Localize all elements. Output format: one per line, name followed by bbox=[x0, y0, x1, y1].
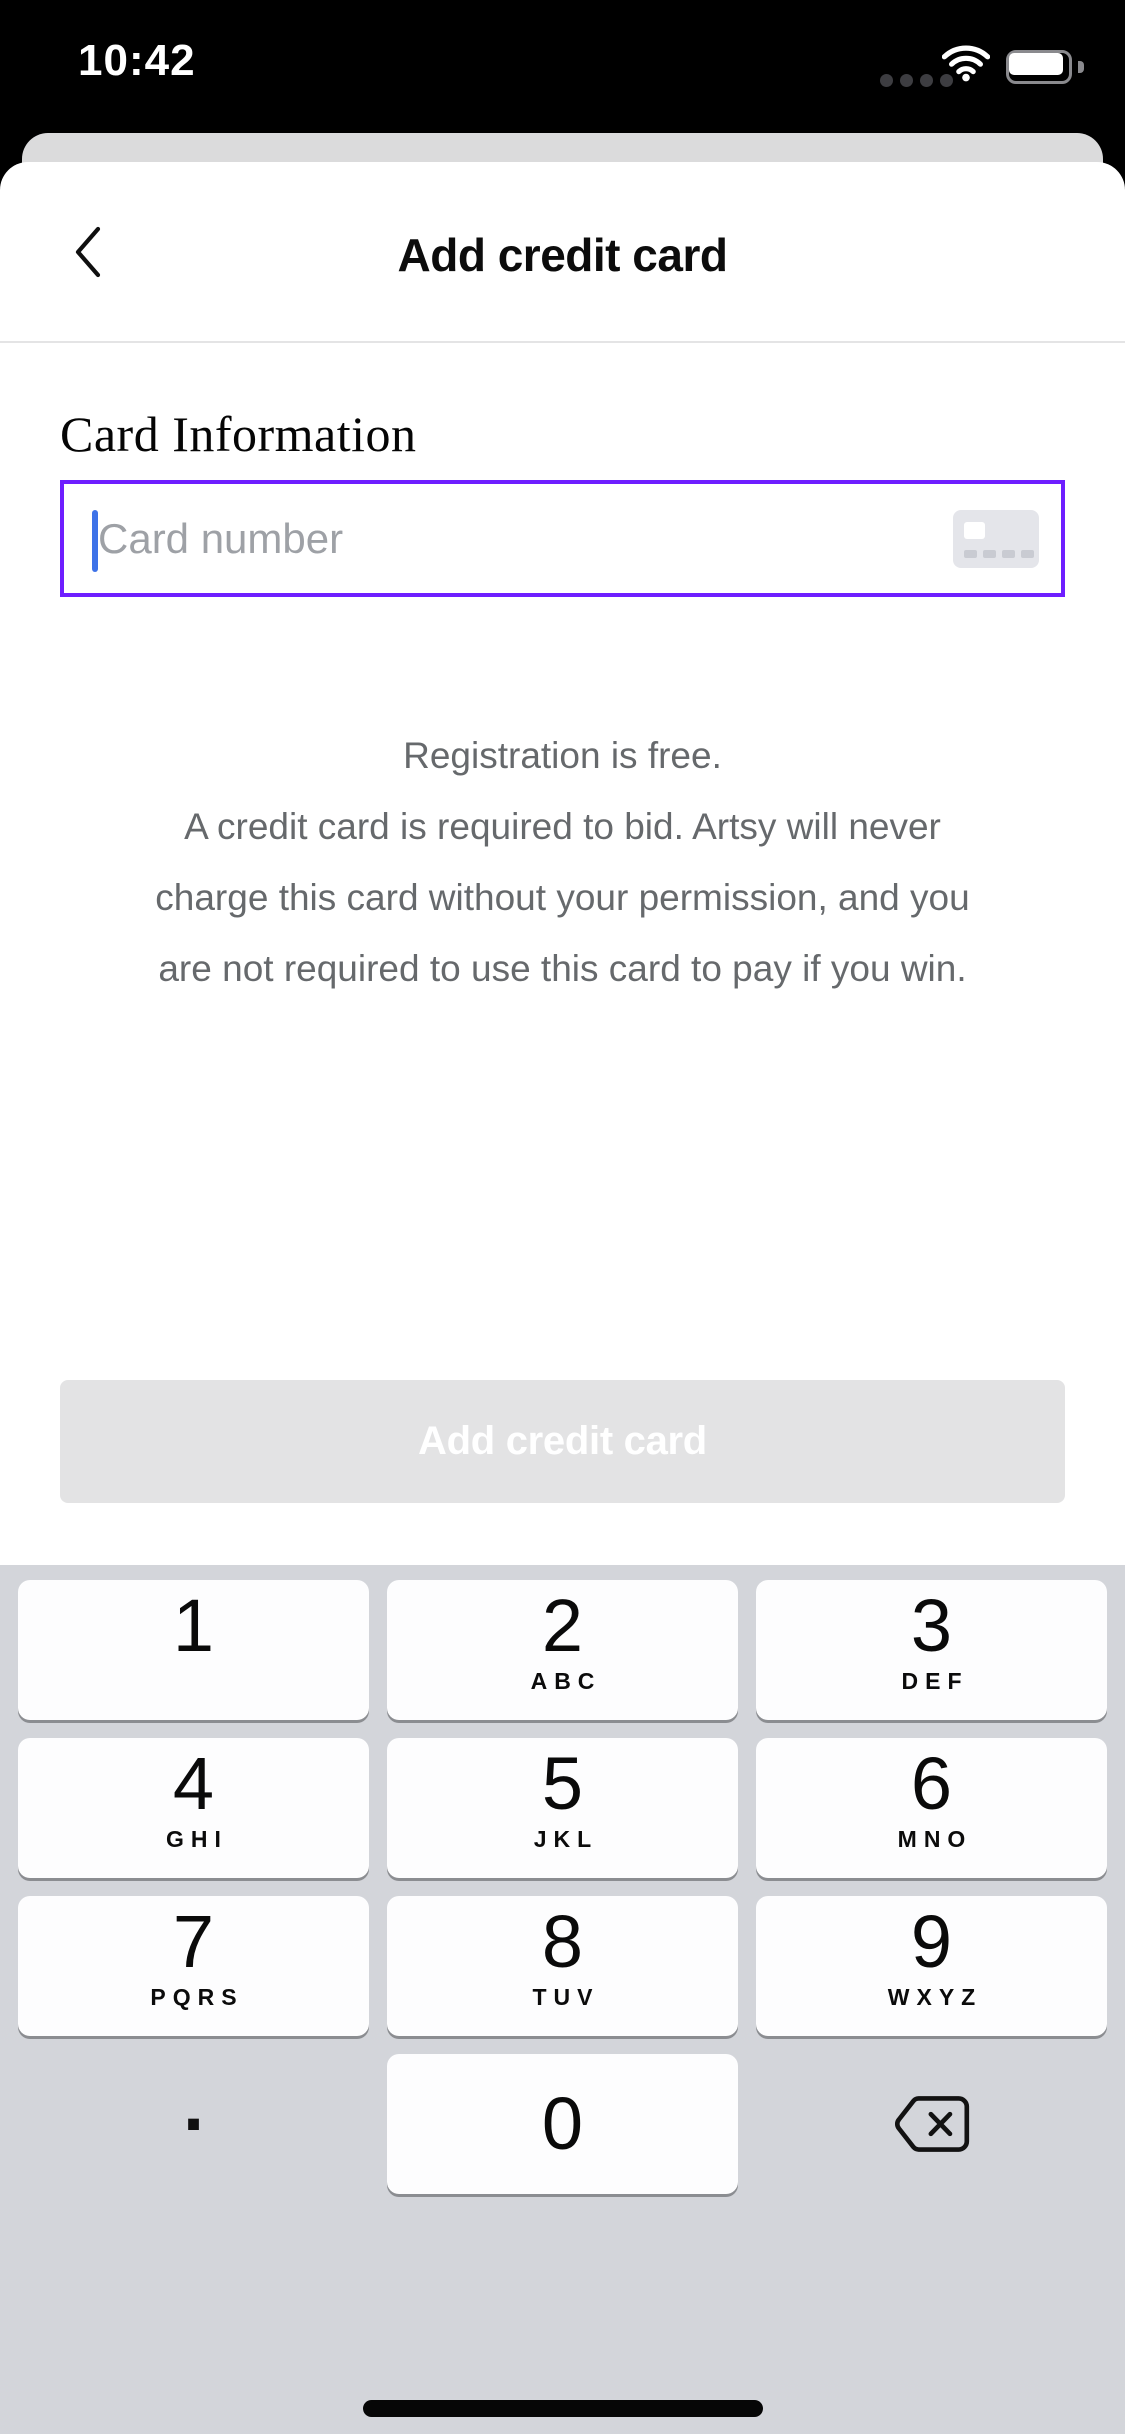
add-credit-card-button[interactable] bbox=[60, 1380, 1065, 1503]
signal-dot bbox=[920, 74, 933, 87]
home-indicator[interactable] bbox=[363, 2400, 763, 2417]
battery-level bbox=[1009, 53, 1063, 75]
numeric-keyboard bbox=[0, 1565, 1125, 2434]
key-1[interactable]: 1 bbox=[18, 1580, 369, 1720]
info-line: charge this card without your permission, and you bbox=[155, 877, 970, 918]
card-chip bbox=[964, 522, 985, 539]
credit-card-icon bbox=[953, 510, 1039, 568]
page-title: Add credit card bbox=[397, 229, 728, 281]
card-number-field[interactable] bbox=[60, 480, 1065, 597]
key-backspace[interactable] bbox=[756, 2054, 1107, 2194]
card-number-input[interactable] bbox=[64, 484, 1061, 593]
wifi-icon bbox=[942, 44, 990, 82]
key-6[interactable]: 6 MNO bbox=[756, 1738, 1107, 1878]
key-7[interactable]: 7 PQRS bbox=[18, 1896, 369, 2036]
signal-dot bbox=[880, 74, 893, 87]
key-0[interactable]: 0 bbox=[387, 2054, 738, 2194]
key-8[interactable]: 8 TUV bbox=[387, 1896, 738, 2036]
key-9[interactable]: 9 WXYZ bbox=[756, 1896, 1107, 2036]
info-line: Registration is free. bbox=[403, 735, 722, 776]
key-3[interactable]: 3 DEF bbox=[756, 1580, 1107, 1720]
status-time: 10:42 bbox=[78, 36, 196, 85]
key-2[interactable]: 2 ABC bbox=[387, 1580, 738, 1720]
card-information-heading: Card Information bbox=[60, 406, 417, 462]
registration-info-text bbox=[0, 720, 1125, 1004]
decimal-dot: . bbox=[182, 2061, 205, 2147]
info-line: A credit card is required to bid. Artsy will never bbox=[184, 806, 941, 847]
battery-cap bbox=[1078, 61, 1084, 73]
card-number-dashes bbox=[964, 550, 1034, 558]
key-4[interactable]: 4 GHI bbox=[18, 1738, 369, 1878]
header-divider bbox=[0, 341, 1125, 343]
signal-dot bbox=[900, 74, 913, 87]
info-line: are not required to use this card to pay if you win. bbox=[158, 948, 967, 989]
add-credit-card-button-label: Add credit card bbox=[418, 1419, 707, 1463]
battery-icon bbox=[1006, 50, 1084, 84]
backspace-icon bbox=[894, 2095, 970, 2153]
key-decimal[interactable] bbox=[18, 2054, 369, 2194]
key-5[interactable]: 5 JKL bbox=[387, 1738, 738, 1878]
text-cursor bbox=[92, 510, 98, 572]
